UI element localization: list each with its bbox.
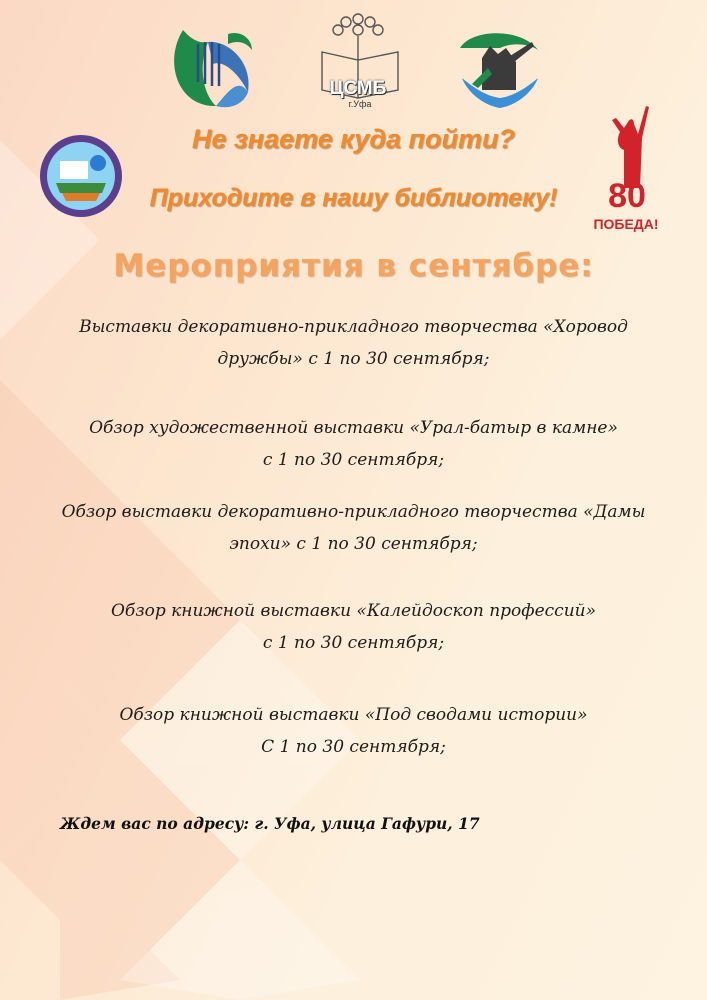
event-item: [20, 311, 687, 375]
event-dates: с 1 по 30 сентября;: [262, 450, 445, 470]
event-title: Обзор книжной выставки «Под сводами истории»: [119, 705, 588, 725]
event-title: Обзор выставки декоративно-прикладного творчества «Дамы: [61, 502, 646, 522]
event-title: Выставки декоративно-прикладного творчества «Хоровод: [79, 317, 628, 337]
event-item: [20, 699, 687, 763]
event-title: Обзор художественной выставки «Урал-батыр в камне»: [89, 418, 618, 438]
event-item: [20, 412, 687, 476]
victory-number: 80: [608, 177, 646, 215]
event-item: [20, 496, 687, 560]
event-title: Обзор книжной выставки «Калейдоскоп профессий»: [111, 601, 596, 621]
csmb-text: ЦСМБ: [329, 78, 387, 99]
victory-word: ПОБЕДА!: [593, 216, 659, 232]
event-dates: с 1 по 30 сентября;: [262, 633, 445, 653]
csmb-subtext: г.Уфа: [348, 99, 372, 109]
lyre-logo: [168, 22, 260, 114]
event-dates: С 1 по 30 сентября;: [261, 737, 446, 757]
address-text: Ждем вас по адресу: г. Уфа, улица Гафури, 17: [60, 814, 480, 833]
monument-logo: [452, 28, 546, 112]
page-title: Мероприятия в сентябре:: [113, 248, 594, 284]
event-dates: эпохи» с 1 по 30 сентября;: [229, 534, 478, 554]
heading-question: Не знаете куда пойти?: [191, 124, 515, 154]
heading-invitation: Приходите в нашу библиотеку!: [149, 184, 558, 212]
event-dates: дружбы» с 1 по 30 сентября;: [217, 349, 490, 369]
event-item: [20, 595, 687, 659]
